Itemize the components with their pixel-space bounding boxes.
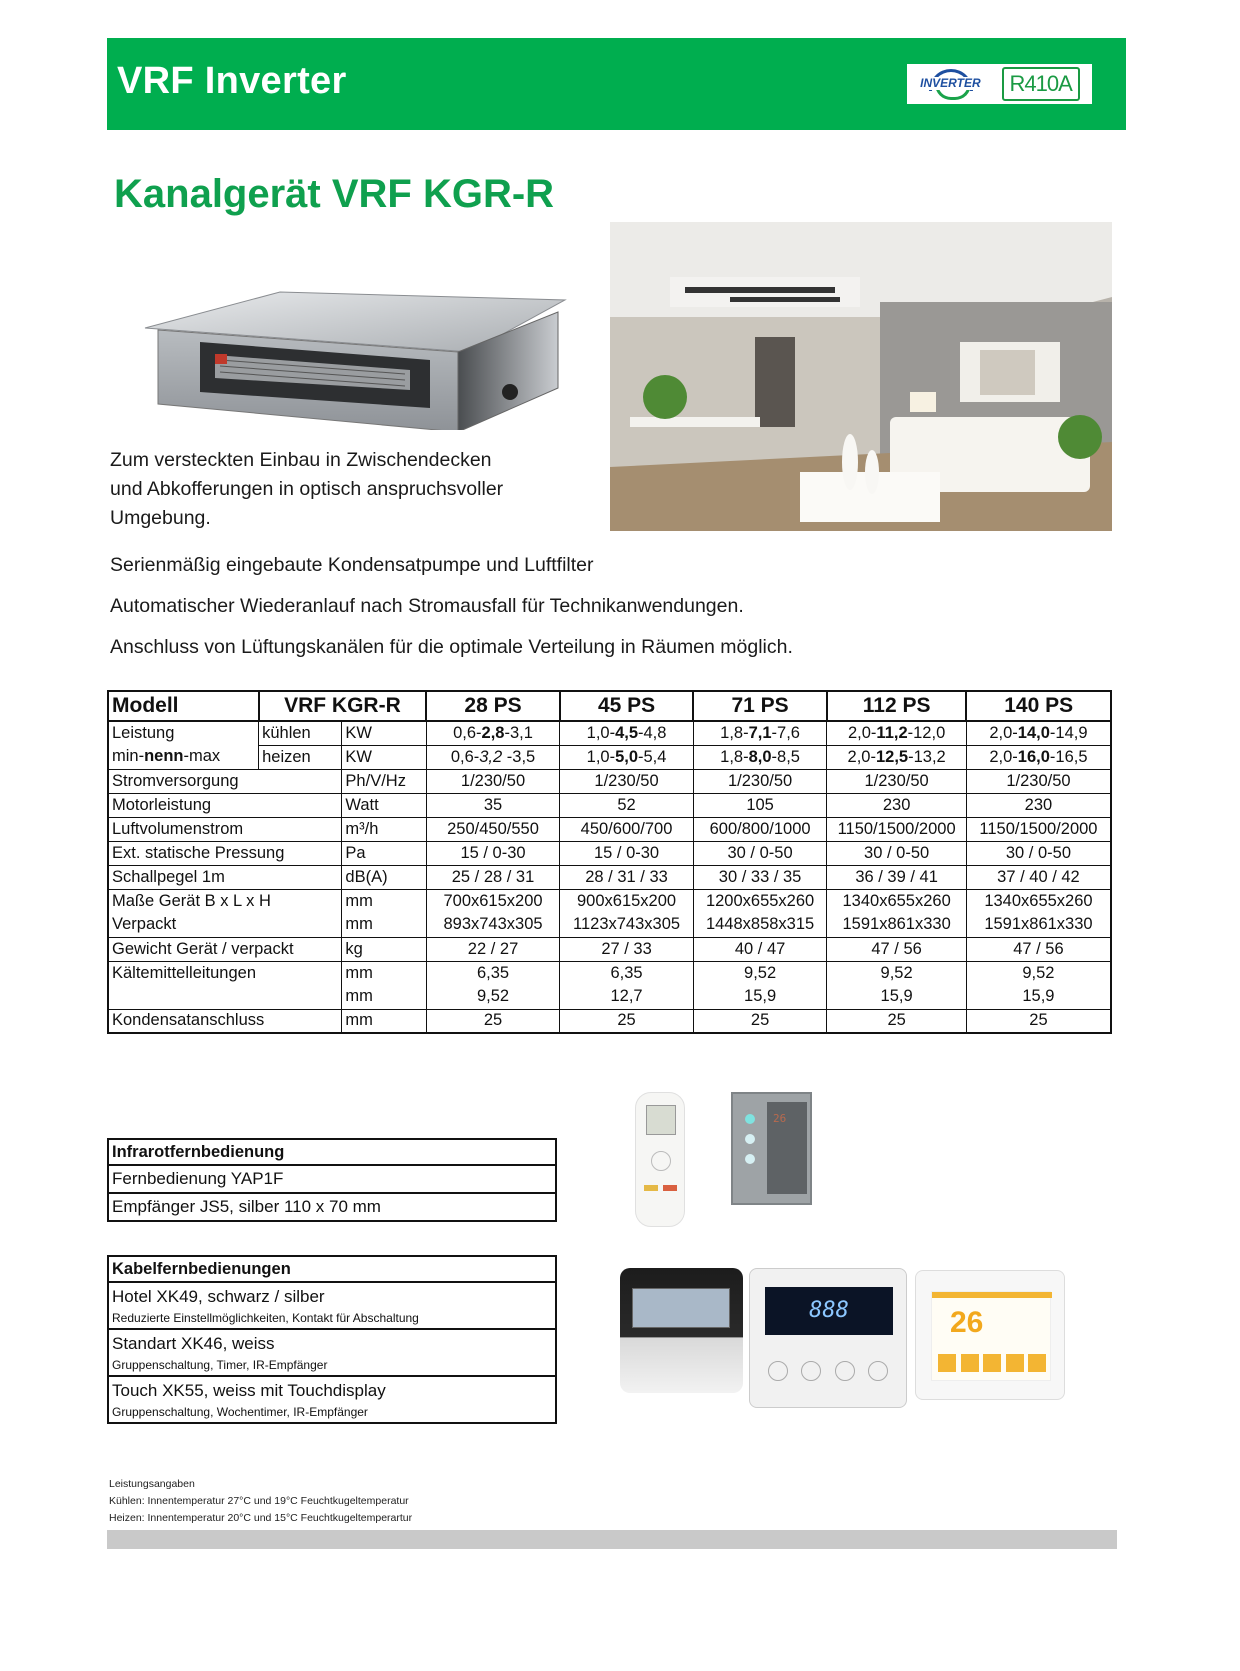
- value-cell: 230: [827, 793, 967, 817]
- section-title: Kabelfernbedienungen: [112, 1259, 291, 1278]
- feature-line: Automatischer Wiederanlauf nach Stromausfall für Technikanwendungen.: [110, 595, 744, 617]
- value-cell: 9,52: [693, 961, 827, 985]
- value-cell: 25: [966, 1009, 1111, 1033]
- value-cell: 25: [827, 1009, 967, 1033]
- value-cell: 30 / 0-50: [966, 841, 1111, 865]
- row-label: Kältemittelleitungen: [108, 961, 342, 985]
- value-cell: 1340x655x260: [966, 889, 1111, 913]
- value-cell: 15 / 0-30: [560, 841, 694, 865]
- value-cell: 230: [966, 793, 1111, 817]
- infrared-remote-table: [107, 1138, 557, 1222]
- table-row: [108, 865, 1111, 889]
- column-header: 71 PS: [693, 691, 827, 721]
- value-cell: 22 / 27: [426, 937, 560, 961]
- row-label: Schallpegel 1m: [108, 865, 342, 889]
- header-banner: [107, 38, 1126, 130]
- unit-cell: dB(A): [342, 865, 426, 889]
- value-cell: 6,35: [560, 961, 694, 985]
- footer-bar: [107, 1530, 1117, 1549]
- column-header: 45 PS: [560, 691, 694, 721]
- value-cell: 30 / 33 / 35: [693, 865, 827, 889]
- value-cell: 52: [560, 793, 694, 817]
- row-label: Luftvolumenstrom: [108, 817, 342, 841]
- column-header: 112 PS: [827, 691, 967, 721]
- footnote-title: Leistungsangaben: [109, 1478, 195, 1490]
- value-cell: 1591x861x330: [827, 913, 967, 937]
- value-cell: 2,0-11,2-12,0: [827, 721, 967, 745]
- value-cell: 40 / 47: [693, 937, 827, 961]
- spec-table: [107, 690, 1112, 1034]
- unit-cell: Pa: [342, 841, 426, 865]
- value-cell: 1123x743x305: [560, 913, 694, 937]
- unit-cell: mm: [342, 1009, 426, 1033]
- value-cell: 1200x655x260: [693, 889, 827, 913]
- value-cell: 1150/1500/2000: [827, 817, 967, 841]
- value-cell: 0,6-2,8-3,1: [426, 721, 560, 745]
- list-item-name: Hotel XK49, schwarz / silber: [108, 1282, 556, 1310]
- value-cell: 893x743x305: [426, 913, 560, 937]
- value-cell: 15,9: [827, 985, 967, 1009]
- value-cell: 12,7: [560, 985, 694, 1009]
- feature-line: Serienmäßig eingebaute Kondensatpumpe und Luftfilter: [110, 554, 594, 576]
- row-label: Verpackt: [108, 913, 342, 937]
- ir-receiver-image: [731, 1092, 812, 1205]
- value-cell: 900x615x200: [560, 889, 694, 913]
- row-label: Kondensatanschluss: [108, 1009, 342, 1033]
- row-label: Gewicht Gerät / verpackt: [108, 937, 342, 961]
- header-label: Modell: [108, 691, 259, 721]
- row-label: Leistung: [108, 721, 259, 745]
- value-cell: 25 / 28 / 31: [426, 865, 560, 889]
- table-row: [108, 889, 1111, 913]
- value-cell: 15,9: [966, 985, 1111, 1009]
- standard-controller-image: [749, 1268, 907, 1408]
- footnote-line: Kühlen: Innentemperatur 27°C und 19°C Feuchtkugeltemperatur: [109, 1495, 409, 1507]
- inverter-logo-icon: INVERTER: [919, 68, 989, 100]
- value-cell: 105: [693, 793, 827, 817]
- value-cell: 9,52: [426, 985, 560, 1009]
- value-cell: 2,0-12,5-13,2: [827, 745, 967, 769]
- value-cell: 1591x861x330: [966, 913, 1111, 937]
- hotel-controller-image: [620, 1268, 743, 1393]
- table-row: [108, 1009, 1111, 1033]
- value-cell: 15,9: [693, 985, 827, 1009]
- unit-cell: m³/h: [342, 817, 426, 841]
- value-cell: 1,0-5,0-5,4: [560, 745, 694, 769]
- value-cell: 1150/1500/2000: [966, 817, 1111, 841]
- header-model: VRF KGR-R: [259, 691, 427, 721]
- value-cell: 1448x858x315: [693, 913, 827, 937]
- value-cell: 30 / 0-50: [827, 841, 967, 865]
- duct-unit-image: [140, 260, 570, 430]
- mode-label: heizen: [259, 745, 342, 769]
- table-row: [108, 721, 1111, 745]
- value-cell: 9,52: [966, 961, 1111, 985]
- touch-display-temp: 26: [950, 1306, 984, 1339]
- value-cell: 1/230/50: [827, 769, 967, 793]
- wired-remote-table: [107, 1255, 557, 1424]
- value-cell: 25: [693, 1009, 827, 1033]
- value-cell: 30 / 0-50: [693, 841, 827, 865]
- touch-controller-image: [915, 1270, 1065, 1400]
- table-row: [108, 937, 1111, 961]
- header-title: VRF Inverter: [117, 60, 347, 102]
- value-cell: 450/600/700: [560, 817, 694, 841]
- table-row: [108, 793, 1111, 817]
- value-cell: 1/230/50: [693, 769, 827, 793]
- unit-cell: mm: [342, 985, 426, 1009]
- value-cell: 47 / 56: [827, 937, 967, 961]
- value-cell: 600/800/1000: [693, 817, 827, 841]
- list-item-desc: Gruppenschaltung, Wochentimer, IR-Empfänger: [112, 1405, 368, 1419]
- row-label: Ext. statische Pressung: [108, 841, 342, 865]
- ir-remote-image: [635, 1092, 685, 1227]
- feature-line: Anschluss von Lüftungskanälen für die optimale Verteilung in Räumen möglich.: [110, 636, 793, 658]
- row-label: Stromversorgung: [108, 769, 342, 793]
- table-row: [108, 841, 1111, 865]
- living-room-image: [610, 222, 1112, 531]
- value-cell: 37 / 40 / 42: [966, 865, 1111, 889]
- list-item: Empfänger JS5, silber 110 x 70 mm: [108, 1193, 556, 1221]
- value-cell: 1/230/50: [560, 769, 694, 793]
- receiver-display: 26: [773, 1112, 787, 1125]
- value-cell: 1,8-7,1-7,6: [693, 721, 827, 745]
- unit-cell: KW: [342, 721, 426, 745]
- unit-cell: mm: [342, 889, 426, 913]
- value-cell: 1/230/50: [966, 769, 1111, 793]
- mode-label: kühlen: [259, 721, 342, 745]
- value-cell: 9,52: [827, 961, 967, 985]
- table-row: [108, 769, 1111, 793]
- value-cell: 2,0-14,0-14,9: [966, 721, 1111, 745]
- value-cell: 1/230/50: [426, 769, 560, 793]
- table-row: [108, 913, 1111, 937]
- list-item-desc: Reduzierte Einstellmöglichkeiten, Kontakt für Abschaltung: [112, 1311, 419, 1325]
- unit-cell: KW: [342, 745, 426, 769]
- badge-box: [907, 64, 1092, 104]
- list-item-name: Touch XK55, weiss mit Touchdisplay: [108, 1376, 556, 1404]
- row-label: Motorleistung: [108, 793, 342, 817]
- value-cell: 15 / 0-30: [426, 841, 560, 865]
- row-label: [108, 985, 342, 1009]
- list-item-name: Standart XK46, weiss: [108, 1329, 556, 1357]
- footnote-line: Heizen: Innentemperatur 20°C und 15°C Feuchtkugeltemperartur: [109, 1512, 413, 1524]
- value-cell: 0,6-3,2 -3,5: [426, 745, 560, 769]
- unit-cell: Ph/V/Hz: [342, 769, 426, 793]
- column-header: 28 PS: [426, 691, 560, 721]
- value-cell: 700x615x200: [426, 889, 560, 913]
- product-title: Kanalgerät VRF KGR-R: [114, 172, 555, 216]
- value-cell: 25: [560, 1009, 694, 1033]
- value-cell: 27 / 33: [560, 937, 694, 961]
- value-cell: 1340x655x260: [827, 889, 967, 913]
- r410a-logo-icon: R410A: [1002, 67, 1080, 101]
- value-cell: 28 / 31 / 33: [560, 865, 694, 889]
- value-cell: 35: [426, 793, 560, 817]
- list-item-desc: Gruppenschaltung, Timer, IR-Empfänger: [112, 1358, 328, 1372]
- value-cell: 47 / 56: [966, 937, 1111, 961]
- table-row: [108, 985, 1111, 1009]
- value-cell: 25: [426, 1009, 560, 1033]
- unit-cell: Watt: [342, 793, 426, 817]
- value-cell: 1,8-8,0-8,5: [693, 745, 827, 769]
- unit-cell: kg: [342, 937, 426, 961]
- value-cell: 2,0-16,0-16,5: [966, 745, 1111, 769]
- table-header-row: [108, 691, 1111, 721]
- value-cell: 250/450/550: [426, 817, 560, 841]
- row-label: Maße Gerät B x L x H: [108, 889, 342, 913]
- standard-display: 888: [765, 1287, 893, 1335]
- table-row: [108, 961, 1111, 985]
- column-header: 140 PS: [966, 691, 1111, 721]
- section-title: Infrarotfernbedienung: [112, 1142, 285, 1161]
- table-row: [108, 817, 1111, 841]
- unit-cell: mm: [342, 961, 426, 985]
- unit-cell: mm: [342, 913, 426, 937]
- intro-paragraph: Zum versteckten Einbau in Zwischendecken und Abkofferungen in optisch anspruchsvoller Umgebung.: [110, 449, 504, 529]
- row-label: min-nenn-max: [108, 745, 259, 769]
- value-cell: 1,0-4,5-4,8: [560, 721, 694, 745]
- value-cell: 6,35: [426, 961, 560, 985]
- table-row: [108, 745, 1111, 769]
- value-cell: 36 / 39 / 41: [827, 865, 967, 889]
- list-item: Fernbedienung YAP1F: [108, 1165, 556, 1193]
- footnotes: [109, 1476, 412, 1527]
